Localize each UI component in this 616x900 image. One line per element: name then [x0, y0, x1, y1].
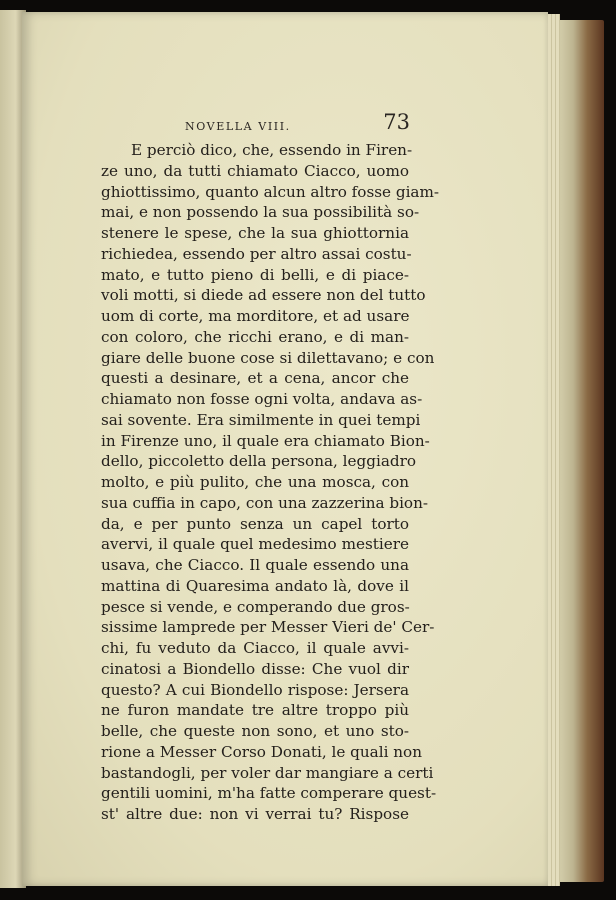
- text-line: mai, e non possendo la sua possibilità so-: [101, 203, 420, 222]
- text-line: chi, fu veduto da Ciacco, il quale avvi-: [101, 639, 409, 657]
- text-line: mattina di Quaresima andato là, dove il: [101, 576, 409, 595]
- text-line: ghiottissimo, quanto alcun altro fosse giam-: [101, 182, 440, 201]
- text-line: chiamato non fosse ogni volta, andava as-: [101, 390, 423, 408]
- text-line: st' altre due: non vi verrai tu? Rispose: [101, 805, 409, 823]
- text-line: cinatosi a Biondello disse: Che vuol dir: [101, 659, 409, 678]
- text-line: usava, che Ciacco. Il quale essendo una: [101, 556, 409, 574]
- text-line: ze uno, da tutti chiamato Ciacco, uomo: [101, 161, 409, 180]
- text-line: questi a desinare, et a cena, ancor che: [101, 369, 409, 388]
- text-line: avervi, il quale quel medesimo mestiere: [101, 535, 409, 554]
- text-line: gentili uomini, m'ha fatte comperare quest-: [101, 784, 437, 803]
- text-line: bastandogli, per voler dar mangiare a certi: [101, 763, 434, 782]
- text-line: molto, e più pulito, che una mosca, con: [101, 473, 409, 491]
- text-line: uom di corte, ma morditore, et ad usare: [101, 307, 410, 325]
- text-line: da, e per punto senza un capel torto: [101, 514, 409, 533]
- text-line: dello, piccoletto della persona, leggiadro: [101, 452, 417, 471]
- text-line: in Firenze uno, il quale era chiamato Bion-: [101, 431, 430, 450]
- text-line: giare delle buone cose si dilettavano; e con: [101, 348, 435, 367]
- text-line: belle, che queste non sono, et uno sto-: [101, 722, 409, 740]
- text-line: pesce si vende, e comperando due gros-: [101, 597, 410, 616]
- page-number: 73: [383, 110, 410, 134]
- text-line: richiedea, essendo per altro assai costu-: [101, 244, 412, 263]
- text-line: voli motti, si diede ad essere non del tutto: [101, 286, 426, 305]
- text-line: mato, e tutto pieno di belli, e di piace-: [101, 265, 409, 284]
- text-line: sua cuffia in capo, con una zazzerina bion-: [101, 493, 428, 512]
- text-line: E perciò dico, che, essendo in Firen-: [131, 141, 413, 159]
- text-line: rione a Messer Corso Donati, le quali non: [101, 742, 422, 761]
- text-line: ne furon mandate tre altre troppo più: [101, 701, 409, 720]
- text-line: sissime lamprede per Messer Vieri de' Cer-: [101, 618, 435, 637]
- page-header: [185, 110, 410, 140]
- text-line: con coloro, che ricchi erano, e di man-: [101, 327, 409, 346]
- text-line: sai sovente. Era similmente in quei tempi: [101, 410, 421, 429]
- text-line: questo? A cui Biondello rispose: Jersera: [101, 680, 409, 699]
- body-text: [101, 140, 440, 825]
- text-line: stenere le spese, che la sua ghiottornia: [101, 224, 409, 242]
- running-head: NOVELLA VIII.: [185, 120, 291, 133]
